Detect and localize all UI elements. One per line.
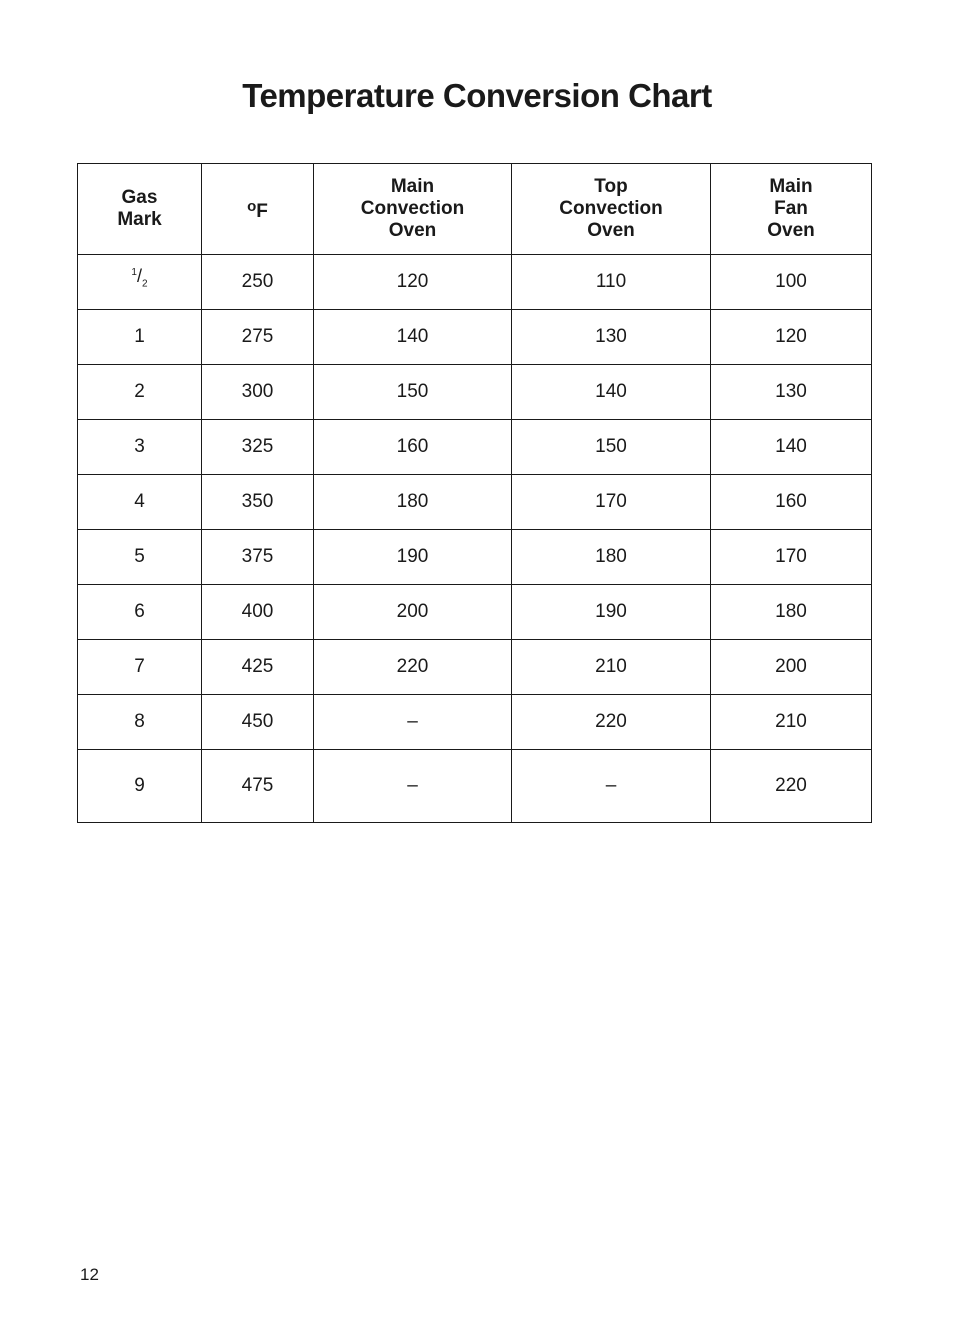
top-convection-cell: – (512, 750, 711, 823)
top-convection-cell: 140 (512, 365, 711, 420)
header-gas-mark: Gas Mark (78, 164, 202, 255)
top-convection-cell: 220 (512, 695, 711, 750)
table-row (78, 365, 872, 420)
table-row (78, 420, 872, 475)
table-row (78, 585, 872, 640)
fahrenheit-cell: 300 (202, 365, 314, 420)
top-convection-cell: 210 (512, 640, 711, 695)
fahrenheit-cell: 350 (202, 475, 314, 530)
table-row (78, 695, 872, 750)
fahrenheit-cell: 325 (202, 420, 314, 475)
table-row (78, 255, 872, 310)
header-row (78, 164, 872, 255)
main-fan-cell: 120 (711, 310, 872, 365)
gas-mark-cell: 2 (78, 365, 202, 420)
main-convection-cell: 120 (314, 255, 512, 310)
fahrenheit-cell: 400 (202, 585, 314, 640)
header-top-convection-oven: Top Convection Oven (512, 164, 711, 255)
main-fan-cell: 170 (711, 530, 872, 585)
gas-mark-cell: 7 (78, 640, 202, 695)
main-convection-cell: 150 (314, 365, 512, 420)
fahrenheit-cell: 250 (202, 255, 314, 310)
main-fan-cell: 100 (711, 255, 872, 310)
temperature-conversion-table (77, 163, 872, 823)
gas-mark-cell: 3 (78, 420, 202, 475)
half-fraction: $^1/_2$ (131, 266, 148, 290)
fahrenheit-cell: 275 (202, 310, 314, 365)
main-convection-cell: 220 (314, 640, 512, 695)
main-convection-cell: – (314, 750, 512, 823)
header-main-fan-oven: Main Fan Oven (711, 164, 872, 255)
main-fan-cell: 220 (711, 750, 872, 823)
page-title: Temperature Conversion Chart (242, 77, 712, 114)
main-fan-cell: 210 (711, 695, 872, 750)
top-convection-cell: 150 (512, 420, 711, 475)
main-convection-cell: 200 (314, 585, 512, 640)
top-convection-cell: 180 (512, 530, 711, 585)
main-convection-cell: – (314, 695, 512, 750)
page-number: 12 (80, 1265, 99, 1284)
main-convection-cell: 190 (314, 530, 512, 585)
main-fan-cell: 160 (711, 475, 872, 530)
degree-symbol: o (247, 197, 257, 215)
fahrenheit-cell: 425 (202, 640, 314, 695)
table-row (78, 640, 872, 695)
gas-mark-cell: 9 (78, 750, 202, 823)
fahrenheit-cell: 475 (202, 750, 314, 823)
table-row (78, 530, 872, 585)
main-fan-cell: 180 (711, 585, 872, 640)
table-row (78, 750, 872, 823)
header-fahrenheit: $^o$F (202, 164, 314, 255)
fahrenheit-cell: 450 (202, 695, 314, 750)
gas-mark-cell: 4 (78, 475, 202, 530)
gas-mark-cell: 5 (78, 530, 202, 585)
fahrenheit-cell: 375 (202, 530, 314, 585)
header-main-convection-oven: Main Convection Oven (314, 164, 512, 255)
gas-mark-cell (78, 255, 202, 310)
gas-mark-cell: 6 (78, 585, 202, 640)
main-convection-cell: 160 (314, 420, 512, 475)
top-convection-cell: 190 (512, 585, 711, 640)
main-convection-cell: 140 (314, 310, 512, 365)
main-fan-cell: 140 (711, 420, 872, 475)
main-fan-cell: 130 (711, 365, 872, 420)
main-fan-cell: 200 (711, 640, 872, 695)
top-convection-cell: 170 (512, 475, 711, 530)
table-row (78, 475, 872, 530)
top-convection-cell: 110 (512, 255, 711, 310)
table-row (78, 310, 872, 365)
main-convection-cell: 180 (314, 475, 512, 530)
gas-mark-cell: 8 (78, 695, 202, 750)
top-convection-cell: 130 (512, 310, 711, 365)
gas-mark-cell: 1 (78, 310, 202, 365)
